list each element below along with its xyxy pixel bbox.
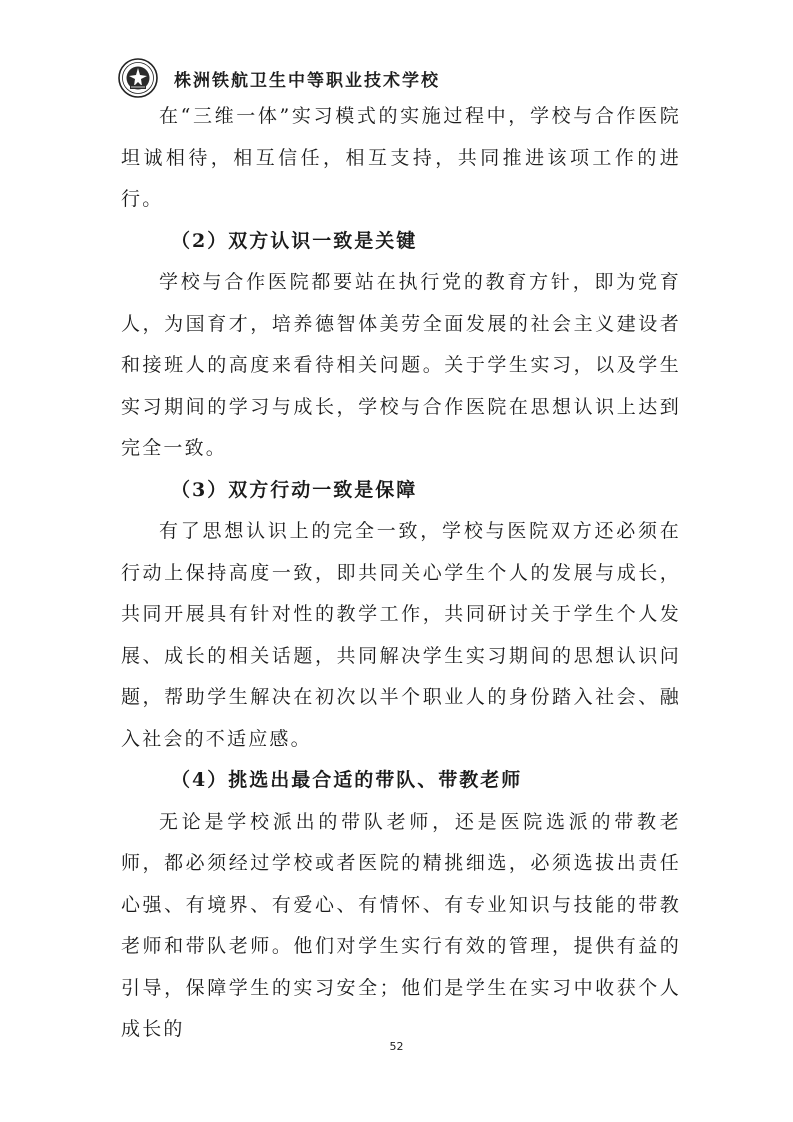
section-heading: （3）双方行动一致是保障 [171,478,418,501]
section-heading: （4）挑选出最合适的带队、带教老师 [171,769,523,791]
school-name: 株洲铁航卫生中等职业技术学校 [174,70,440,91]
document-body [121,96,681,1051]
page-header [118,56,678,100]
section-heading: （2）双方认识一致是关键 [171,229,418,252]
paragraph: 有了思想认识上的完全一致，学校与医院双方还必须在行动上保持高度一致，即共同关心学生个人的发展与成长，共同开展具有针对性的教学工作，共同研讨关于学生个人发展、成长的相关话题，共同解决学生实习期间的思想认识问题，帮助学生解决在初次以半个职业人的身份踏入社会、融入社会的不适应感。 [121,520,681,750]
page-number: 52 [389,1040,404,1053]
paragraph: 学校与合作医院都要站在执行党的教育方针，即为党育人，为国育才，培养德智体美劳全面发展的社会主义建设者和接班人的高度来看待相关问题。关于学生实习，以及学生实习期间的学习与成长，学校与合作医院在思想认识上达到完全一致。 [121,271,681,459]
school-emblem-icon [118,58,158,98]
paragraph: 在“三维一体”实习模式的实施过程中，学校与合作医院坦诚相待，相互信任，相互支持，共同推进该项工作的进行。 [121,105,681,210]
paragraph: 无论是学校派出的带队老师，还是医院选派的带教老师，都必须经过学校或者医院的精挑细选，必须选拔出责任心强、有境界、有爱心、有情怀、有专业知识与技能的带教老师和带队老师。他们对学生实行有效的管理，提供有益的引导，保障学生的实习安全；他们是学生在实习中收获个人成长的 [121,810,681,1040]
